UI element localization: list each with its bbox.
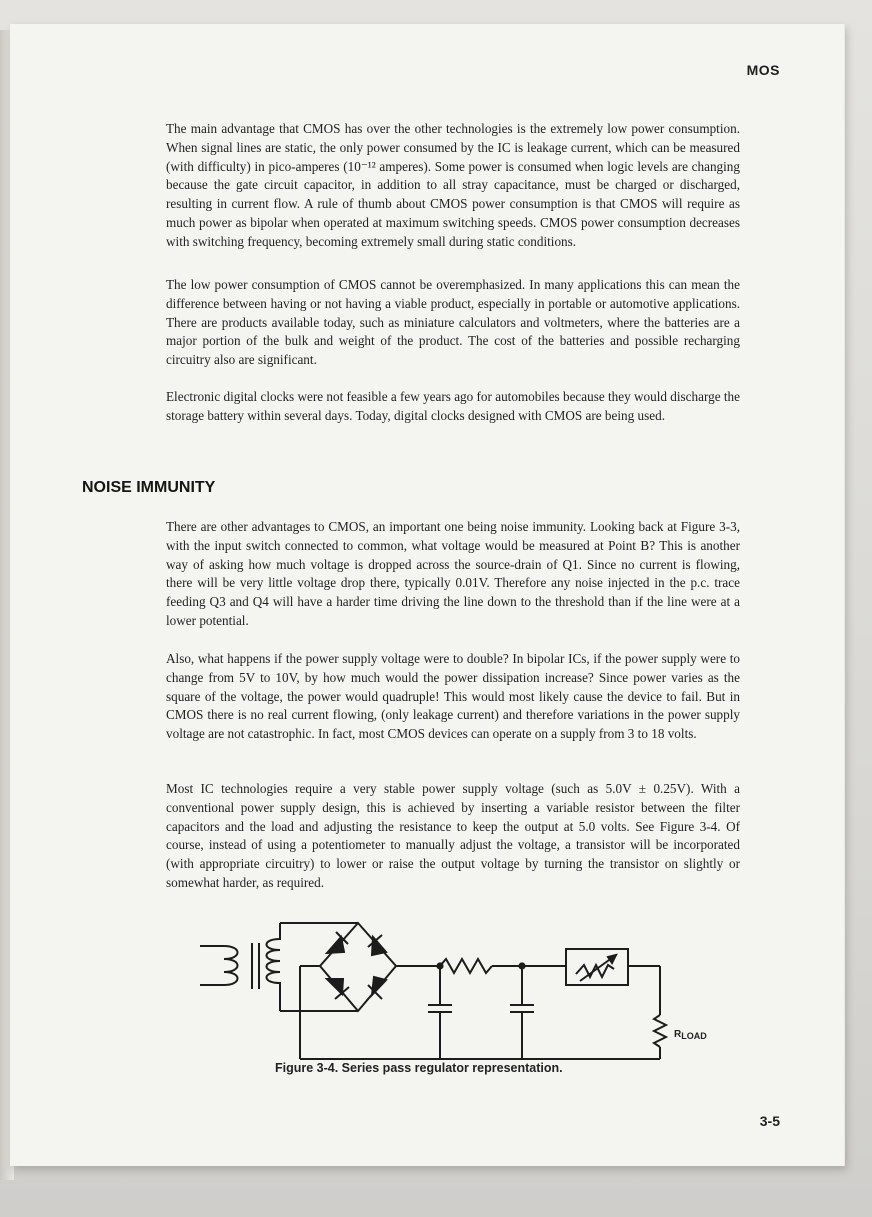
figure-series-pass-regulator: [196, 919, 736, 1069]
paragraph-stable-supply: Most IC technologies require a very stable power supply voltage (such as 5.0V ± 0.25V). With a conventional power supply design, this is achieved by inserting a variable resistor between the filter capacitors and the load and adjusting the resistance to keep the output at 5.0 volts. See Figure 3-4. Of course, instead of using a potentiometer to manually adjust the voltage, a transistor will be incorporated (with appropriate circuitry) to lower or raise the output voltage by turning the transistor on slightly or somewhat harder, as required.: [166, 781, 740, 890]
paragraph-cmos-advantage: The main advantage that CMOS has over the other technologies is the extremely low power consumption. When signal lines are static, the only power consumed by the IC is leakage current, which can be measured (with difficulty) in pico-amperes (10⁻¹² amperes). Some power is consumed when logic levels are changing because the gate circuit capacitor, in addition to all stray capacitance, must be charged or discharged, resulting in current flow. A rule of thumb about CMOS power consumption is that CMOS will require as much power as bipolar when operated at maximum switching speeds. CMOS power consumption decreases with switching frequency, becoming extremely small during static conditions.: [166, 121, 740, 249]
paragraph-noise-immunity: There are other advantages to CMOS, an important one being noise immunity. Looking back at Figure 3-3, with the input switch connected to common, what voltage would be measured at Point B? This is another way of asking how much voltage is dropped across the source-drain of Q1. Since no current is flowing, there will be very little voltage drop there, typically 0.01V. Therefore any noise injected in the p.c. trace feeding Q3 and Q4 will have a harder time driving the line down to the threshold than if the line were at a lower potential.: [166, 519, 740, 628]
running-head: MOS: [746, 62, 780, 78]
variable-resistor-box: [566, 949, 660, 985]
paragraph-power-supply-double: Also, what happens if the power supply voltage were to double? In bipolar ICs, if the power supply were to change from 5V to 10V, by how much would the power dissipation increase? Since power varies as the square of the voltage, the power would quadruple! This would most likely cause the device to fail. But in CMOS there is no real current flowing, (only leakage current) and therefore variations in the power supply voltage are not catastrophic. In fact, most CMOS devices can operate on a supply from 3 to 18 volts.: [166, 651, 740, 742]
paragraph-digital-clocks: Electronic digital clocks were not feasible a few years ago for automobiles because they would discharge the storage battery within several days. Today, digital clocks designed with CMOS are being used.: [166, 389, 740, 423]
transformer-primary-coil: [200, 946, 238, 985]
load-resistor: [654, 966, 666, 1059]
transformer-core: [252, 943, 259, 989]
section-heading-noise-immunity: NOISE IMMUNITY: [82, 479, 216, 496]
figure-caption: Figure 3-4. Series pass regulator representation.: [275, 1061, 563, 1075]
book-page: [10, 24, 845, 1166]
filter-capacitor-2: [510, 966, 534, 1039]
filter-capacitor-1: [428, 966, 452, 1039]
regulator-schematic: [196, 919, 736, 1069]
rload-label: RLOAD: [674, 1029, 707, 1041]
paragraph-low-power: The low power consumption of CMOS cannot be overemphasized. In many applications this can mean the difference between having or not having a viable product, especially in portable or automotive applications. There are products available today, such as miniature calculators and voltmeters, where the batteries are a major portion of the bulk and weight of the product. The cost of the batteries and possible recharging circuitry also are significant.: [166, 277, 740, 368]
page-number: 3-5: [759, 1113, 780, 1129]
bridge-rectifier: [320, 923, 396, 1011]
dc-bus-positive: [396, 959, 566, 973]
